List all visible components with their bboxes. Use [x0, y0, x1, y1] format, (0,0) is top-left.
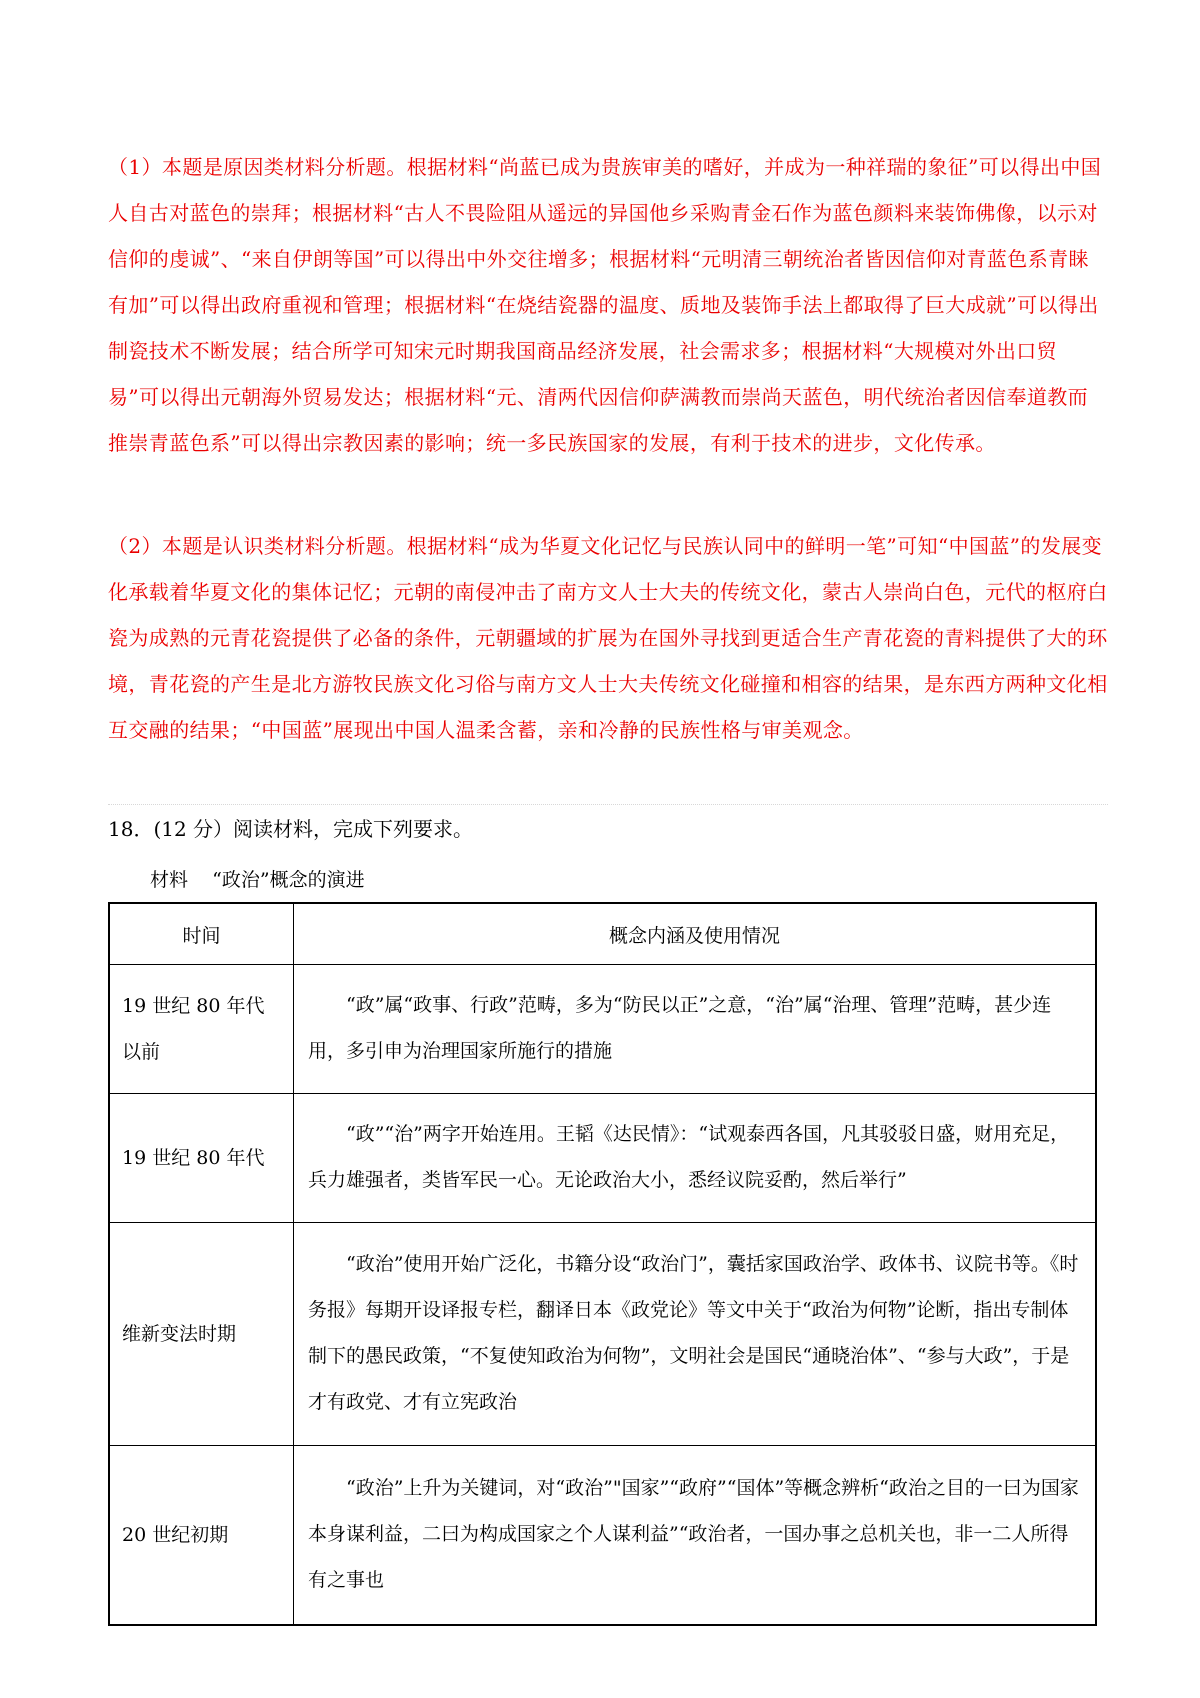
row-description: “政治”使用开始广泛化，书籍分设“政治门”，囊括家国政治学、政体书、议院书等。《时务报》每期开设译报专栏，翻译日本《政党论》等文中关于“政治为何物”论断，指出专制体制下的愚民政策，“不复使知政治为何物”，文明社会是国民“通晓治体”、“参与大政”，于是才有政党、才有立宪政治 — [294, 1223, 1097, 1446]
header-description: 概念内涵及使用情况 — [294, 903, 1097, 965]
table-row — [109, 965, 1096, 1094]
table-row — [109, 1446, 1096, 1626]
table-row — [109, 1094, 1096, 1223]
material-caption: 材料 “政治”概念的演进 — [150, 869, 365, 891]
answer-paragraph-1: （1）本题是原因类材料分析题。根据材料“尚蓝已成为贵族审美的嗜好，并成为一种祥瑞的象征”可以得出中国人自古对蓝色的崇拜；根据材料“古人不畏险阻从遥远的异国他乡采购青金石作为蓝色颜料来装饰佛像，以示对信仰的虔诚”、“来自伊朗等国”可以得出中外交往增多；根据材料“元明清三朝统治者皆因信仰对青蓝色系青睐有加”可以得出政府重视和管理；根据材料“在烧结瓷器的温度、质地及装饰手法上都取得了巨大成就”可以得出制瓷技术不断发展；结合所学可知宋元时期我国商品经济发展，社会需求多；根据材料“大规模对外出口贸易”可以得出元朝海外贸易发达；根据材料“元、清两代因信仰萨满教而崇尚天蓝色，明代统治者因信奉道教而推崇青蓝色系”可以得出宗教因素的影响；统一多民族国家的发展，有利于技术的进步，文化传承。 — [108, 155, 1102, 455]
question-heading: 18．(12 分）阅读材料，完成下列要求。 — [108, 817, 474, 841]
table-header-row — [109, 903, 1096, 965]
row-time: 20 世纪初期 — [109, 1446, 294, 1626]
row-description: “政”属“政事、行政”范畴，多为“防民以正”之意，“治”属“治理、管理”范畴，甚少连用，多引申为治理国家所施行的措施 — [294, 965, 1097, 1094]
row-description: “政治”上升为关键词，对“政治”"国家”“政府”“国体”等概念辨析“政治之目的一曰为国家本身谋利益，二曰为构成国家之个人谋利益”“政治者，一国办事之总机关也，非一二人所得有之事也 — [294, 1446, 1097, 1626]
row-time: 19 世纪 80 年代以前 — [109, 965, 294, 1094]
concept-evolution-table — [108, 902, 1097, 1626]
table-row — [109, 1223, 1096, 1446]
section-divider — [108, 804, 1108, 805]
header-time: 时间 — [109, 903, 294, 965]
row-time: 19 世纪 80 年代 — [109, 1094, 294, 1223]
row-time: 维新变法时期 — [109, 1223, 294, 1446]
row-description: “政”“治”两字开始连用。王韬《达民情》：“试观泰西各国，凡其驳驳日盛，财用充足，兵力雄强者，类皆军民一心。无论政治大小，悉经议院妥酌，然后举行” — [294, 1094, 1097, 1223]
answer-paragraph-2: （2）本题是认识类材料分析题。根据材料“成为华夏文化记忆与民族认同中的鲜明一笔”可知“中国蓝”的发展变化承载着华夏文化的集体记忆；元朝的南侵冲击了南方文人士大夫的传统文化，蒙古人崇尚白色，元代的枢府白瓷为成熟的元青花瓷提供了必备的条件，元朝疆域的扩展为在国外寻找到更适合生产青花瓷的青料提供了大的环境，青花瓷的产生是北方游牧民族文化习俗与南方文人士大夫传统文化碰撞和相容的结果，是东西方两种文化相互交融的结果；“中国蓝”展现出中国人温柔含蓄，亲和冷静的民族性格与审美观念。 — [108, 534, 1108, 742]
